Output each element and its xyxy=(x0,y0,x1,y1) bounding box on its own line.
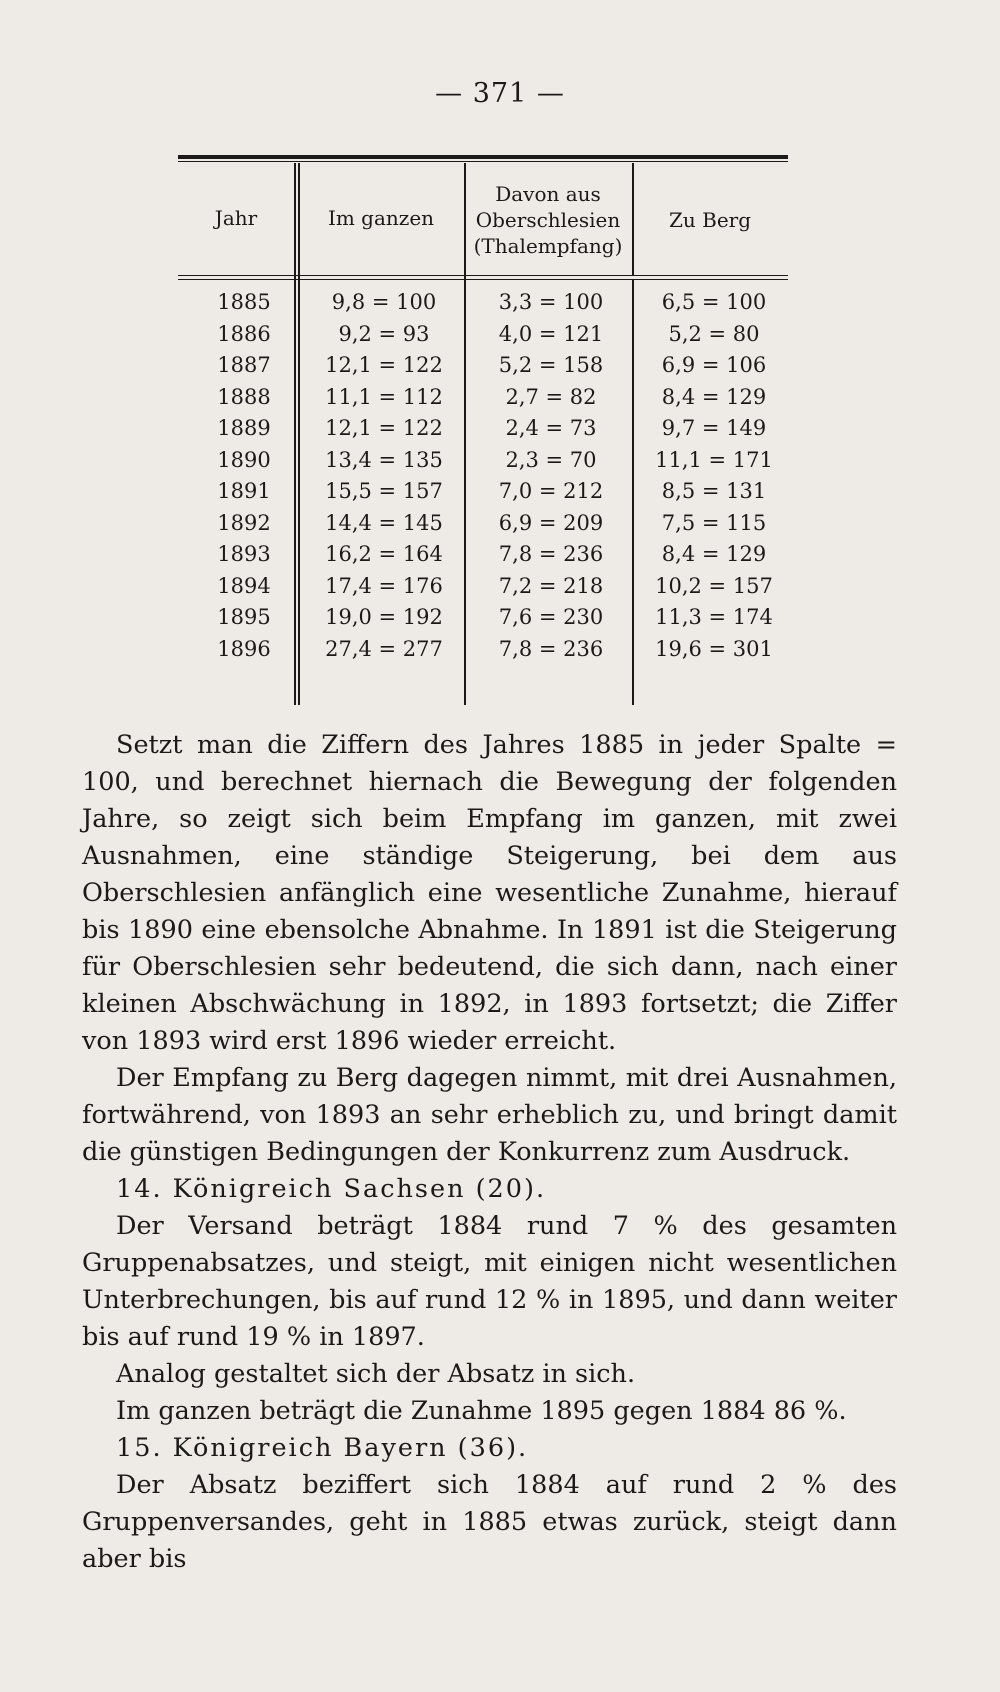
cell-oberschlesien: 4,0 = 121 xyxy=(498,321,604,346)
cell-oberschlesien: 7,0 = 212 xyxy=(498,479,604,503)
paragraph: Der Absatz beziffert sich 1884 auf rund 2 % des Gruppenversandes, geht in 1885 etwas zurück, steigt dann aber bis xyxy=(82,1470,897,1574)
table-row xyxy=(178,353,788,385)
cell-berg: 9,7 = 149 xyxy=(661,416,767,440)
cell-oberschlesien: 2,3 = 70 xyxy=(505,447,597,472)
statistics-table xyxy=(178,155,788,707)
table-row xyxy=(178,322,788,354)
cell-berg: 5,2 = 80 xyxy=(668,321,760,346)
cell-total: 27,4 = 277 xyxy=(325,636,443,661)
cell-total: 19,0 = 192 xyxy=(325,605,443,629)
cell-berg: 8,5 = 131 xyxy=(661,479,767,503)
cell-total: 9,8 = 100 xyxy=(331,290,437,314)
header-oberschlesien-line3: (Thalempfang) xyxy=(473,234,623,258)
cell-year: 1891 xyxy=(217,479,271,503)
header-oberschlesien-line1: Davon aus xyxy=(495,182,601,206)
cell-total: 15,5 = 157 xyxy=(325,479,443,503)
cell-berg: 10,2 = 157 xyxy=(655,573,773,598)
cell-oberschlesien: 2,4 = 73 xyxy=(505,416,597,440)
table-row xyxy=(178,448,788,480)
cell-year: 1896 xyxy=(217,636,271,661)
paragraph: Analog gestaltet sich der Absatz in sich. xyxy=(116,1359,636,1389)
header-berg: Zu Berg xyxy=(668,208,752,232)
paragraph: Der Empfang zu Berg dagegen nimmt, mit drei Ausnahmen, fortwährend, von 1893 an sehr erheblich zu, und bringt damit die günstigen Bedingungen der Konkurrenz zum Ausdruck. xyxy=(82,1063,897,1167)
cell-oberschlesien: 5,2 = 158 xyxy=(498,353,604,377)
table-row xyxy=(178,385,788,417)
cell-berg: 8,4 = 129 xyxy=(661,384,767,409)
table-top-rule xyxy=(178,155,788,159)
cell-total: 12,1 = 122 xyxy=(325,416,443,440)
cell-total: 17,4 = 176 xyxy=(325,573,443,598)
cell-oberschlesien: 6,9 = 209 xyxy=(498,510,604,535)
cell-berg: 6,9 = 106 xyxy=(661,353,767,377)
table-row xyxy=(178,290,788,322)
cell-year: 1895 xyxy=(217,605,271,629)
cell-total: 14,4 = 145 xyxy=(325,510,443,535)
table-row xyxy=(178,416,788,448)
cell-year: 1889 xyxy=(217,416,271,440)
paragraph: Setzt man die Ziffern des Jahres 1885 in jeder Spalte = 100, und berechnet hiernach die Bewegung der folgenden Jahre, so zeigt sich beim Empfang im ganzen, mit zwei Ausnahmen, eine ständige Steigerung, bei dem aus Oberschlesien anfänglich eine wesentliche Zunahme, hierauf bis 1890 eine ebensolche Abnahme. In 1891 ist die Steigerung für Oberschlesien sehr bedeutend, die sich dann, nach einer kleinen Abschwächung in 1892, in 1893 fortsetzt; die Ziffer von 1893 wird erst 1896 wieder erreicht. xyxy=(82,730,897,1056)
cell-year: 1887 xyxy=(217,353,271,377)
cell-total: 13,4 = 135 xyxy=(325,447,443,472)
paragraph: Der Versand beträgt 1884 rund 7 % des gesamten Gruppenabsatzes, und steigt, mit einigen nicht wesentlichen Unterbrechungen, bis auf rund 12 % in 1895, und dann weiter bis auf rund 19 % in 1897. xyxy=(82,1211,897,1352)
cell-oberschlesien: 7,2 = 218 xyxy=(498,573,604,598)
cell-oberschlesien: 7,8 = 236 xyxy=(498,542,604,566)
cell-year: 1888 xyxy=(217,384,271,409)
cell-year: 1890 xyxy=(217,447,271,472)
header-year: Jahr xyxy=(214,206,258,230)
cell-berg: 11,1 = 171 xyxy=(655,447,773,472)
table-header-rule-thin xyxy=(178,279,788,280)
section-heading-sachsen: 14. Königreich Sachsen (20). xyxy=(116,1174,547,1204)
cell-total: 12,1 = 122 xyxy=(325,353,443,377)
page-number: — 371 — xyxy=(435,78,565,109)
cell-oberschlesien: 7,8 = 236 xyxy=(498,636,604,661)
header-total: Im ganzen xyxy=(327,206,435,230)
table-top-rule-thin xyxy=(178,161,788,162)
cell-year: 1894 xyxy=(217,573,271,598)
table-row xyxy=(178,574,788,606)
header-oberschlesien xyxy=(464,181,632,259)
cell-total: 9,2 = 93 xyxy=(338,321,430,346)
header-oberschlesien-line2: Oberschlesien xyxy=(475,208,621,232)
cell-year: 1885 xyxy=(217,290,271,314)
cell-year: 1892 xyxy=(217,510,271,535)
table-header-rule xyxy=(178,275,788,276)
paragraph: Im ganzen beträgt die Zunahme 1895 gegen 1884 86 %. xyxy=(116,1396,847,1426)
cell-berg: 11,3 = 174 xyxy=(655,605,773,629)
cell-total: 11,1 = 112 xyxy=(325,384,443,409)
cell-berg: 7,5 = 115 xyxy=(661,510,767,535)
cell-oberschlesien: 2,7 = 82 xyxy=(505,384,597,409)
cell-year: 1893 xyxy=(217,542,271,566)
table-row xyxy=(178,542,788,574)
cell-oberschlesien: 3,3 = 100 xyxy=(498,290,604,314)
cell-total: 16,2 = 164 xyxy=(325,542,443,566)
table-row xyxy=(178,605,788,637)
cell-berg: 6,5 = 100 xyxy=(661,290,767,314)
cell-year: 1886 xyxy=(217,321,271,346)
section-heading-bayern: 15. Königreich Bayern (36). xyxy=(116,1433,529,1463)
body-text xyxy=(82,727,897,1578)
table-row xyxy=(178,479,788,511)
cell-berg: 19,6 = 301 xyxy=(655,636,773,661)
table-row xyxy=(178,511,788,543)
table-row xyxy=(178,637,788,669)
cell-berg: 8,4 = 129 xyxy=(661,542,767,566)
cell-oberschlesien: 7,6 = 230 xyxy=(498,605,604,629)
